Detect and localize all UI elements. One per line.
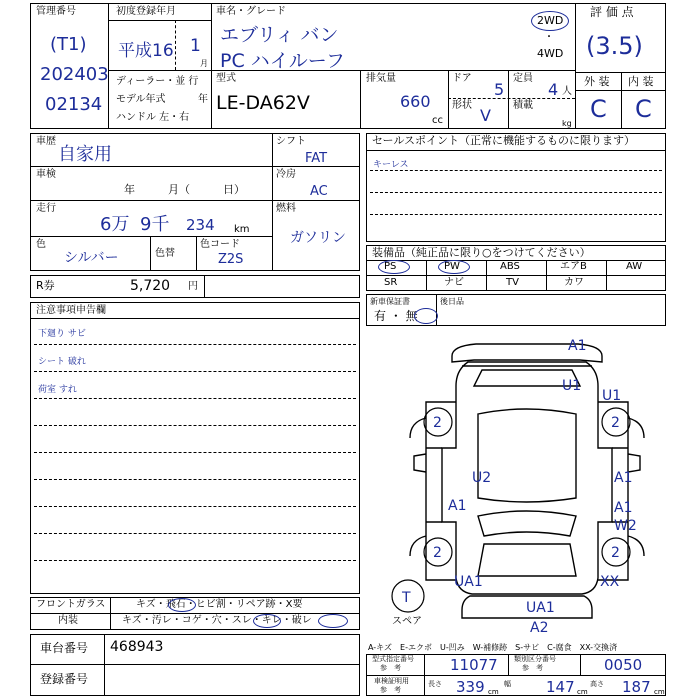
type-design-sub: 参 考 [380,664,401,672]
equip-pw: PW [444,261,460,272]
repaint-label: 色替 [155,248,175,259]
ext-label: 外 装 [584,75,610,88]
mark-a1-right-1: A1 [614,470,633,486]
damage-legend: A-キズ E-エクボ U-凹み W-補修跡 S-サビ C-腐食 XX-交換済 [368,643,618,652]
mileage-rest: 234 [186,216,215,234]
shift-value: FAT [305,151,328,166]
ac-label: 冷房 [276,169,296,180]
shift-label: シフト [276,136,306,147]
car-name-label: 車名・グレード [216,6,286,17]
class-label: 類別区分番号 [514,655,556,663]
cert-sub: 参 考 [380,686,401,694]
displacement-value: 660 [400,92,431,111]
color-value: シルバー [64,250,119,266]
drive-4wd: 4WD [537,47,564,60]
mgmt-code: (T1) [50,34,87,55]
dealer-label: ディーラー・並 行 [116,76,199,87]
fuel-value: ガソリン [290,230,346,246]
mark-ua1-front: UA1 [526,600,555,616]
recycle-unit: 円 [188,281,198,292]
car-grade: PC ハイルーフ [220,50,345,72]
mark-w2-right: W2 [614,518,637,534]
mgmt-number-1: 202403 [40,64,109,85]
year-unit: 年 [198,94,208,105]
note-line-1: 下廻り サビ [38,329,86,339]
front-glass-text: キズ・飛石・ヒビ割・リペア跡・X要 [136,599,303,610]
car-diagram [366,330,666,636]
first-reg-era: 平成16 [118,41,174,61]
height-value: 187 [622,678,651,696]
notes-label: 注意事項申告欄 [36,305,106,316]
month-unit: 月 [200,59,208,68]
mark-a1-rear: A1 [568,338,587,354]
warranty-no-circle [414,308,438,324]
int-grade: C [635,95,652,123]
mark-ua1-front-left: UA1 [454,574,483,590]
mark-a1-left: A1 [448,498,467,514]
equip-navi: ナビ [444,277,464,288]
length-cm: cm [488,688,499,696]
ext-grade: C [590,95,607,123]
fuel-label: 燃料 [276,203,296,214]
recycle-value: 5,720 [130,278,171,294]
mark-tire-fl: 2 [433,545,442,561]
sales-point-label: セールスポイント（正常に機能するものに限ります） [372,134,636,147]
history-value: 自家用 [58,144,112,165]
spare-mark: T [402,590,411,606]
equip-tv: TV [506,277,519,288]
width-label: 幅 [504,680,511,688]
equip-abs: ABS [500,261,520,272]
capacity-label: 定員 [513,73,533,84]
model-type-label: 型式 [216,73,236,84]
chassis-value: 468943 [110,639,164,655]
int-label: 内 装 [628,75,654,88]
inspection-text: 年 月（ 日） [124,183,245,196]
color-label: 色 [36,239,46,250]
chassis-label: 車台番号 [40,641,89,655]
equipment-label: 装備品（純正品に限り○をつけてください） [372,246,591,259]
inspection-label: 車検 [36,169,56,180]
chip-circle [168,598,196,612]
model-year-label: モデル年式 [116,94,166,105]
drive-dot: ・ [544,32,554,43]
equip-aw: AW [626,261,643,272]
type-design-label: 型式指定番号 [372,655,414,663]
shape-value: V [480,106,491,125]
drive-2wd: 2WD [537,14,564,27]
interior-text: キズ・汚レ・コゲ・穴・スレ・キレ・破レ [122,615,312,626]
equip-airbag: エアB [560,261,587,272]
mileage-sen: 9千 [140,214,170,235]
class-sub: 参 考 [522,664,543,672]
color-code-label: 色コード [200,239,240,250]
mark-tire-fr: 2 [611,545,620,561]
header-block [30,3,666,129]
warranty-value: 有 ・ 無 [374,309,418,323]
length-value: 339 [456,678,485,696]
notes-block [30,302,360,594]
equip-sr: SR [384,277,398,288]
mark-xx-front-right: XX [600,574,620,590]
door-label: ドア [452,73,472,84]
km-unit: km [234,224,250,235]
note-line-3: 荷室 すれ [38,385,77,395]
warranty-label: 新車保証書 [370,297,410,306]
mileage-man: 6万 [100,214,130,235]
spare-label: スペア [392,616,422,627]
displacement-label: 排気量 [366,73,396,84]
color-code-value: Z2S [218,252,244,267]
mark-a2-front: A2 [530,620,549,636]
capacity-value: 4 [548,80,559,99]
person-unit: 人 [562,86,572,97]
mark-tire-rl: 2 [433,415,442,431]
kg-unit: kg [562,119,572,128]
load-label: 積載 [513,100,533,111]
mgmt-number-label: 管理番号 [36,6,76,17]
height-cm: cm [654,688,665,696]
mgmt-number-2: 02134 [45,94,103,115]
equip-ps: PS [384,261,397,272]
mark-u1-right: U1 [602,388,622,404]
mark-tire-rr: 2 [611,415,620,431]
manual-label: 後日品 [440,297,464,306]
shape-label: 形状 [452,100,472,111]
length-label: 長さ [428,680,442,688]
note-line-2: シート 破れ [38,357,86,367]
first-reg-month: 1 [190,36,201,56]
type-design-value: 11077 [450,656,498,674]
mileage-label: 走行 [36,203,56,214]
interior-label: 内装 [58,615,78,626]
tear-circle [318,614,348,628]
car-name: エブリィ バン [220,24,339,46]
wear-circle [253,614,281,628]
eval-label: 評 価 点 [590,5,634,19]
history-label: 車歴 [36,136,56,147]
registration-label: 登録番号 [40,672,89,686]
mark-u2-left: U2 [472,470,492,486]
ac-value: AC [310,184,328,199]
front-glass-label: フロントガラス [36,599,106,610]
cc-unit: cc [432,115,443,126]
model-code: LE-DA62V [216,92,310,114]
handle-label: ハンドル 左・右 [116,112,190,123]
eval-score: (3.5) [586,32,643,60]
width-value: 147 [546,678,575,696]
height-label: 高さ [590,680,604,688]
mark-u1-rear-right: U1 [562,378,582,394]
door-value: 5 [494,80,505,99]
width-cm: cm [577,688,588,696]
mark-a1-right-2: A1 [614,500,633,516]
equip-leather: カワ [564,277,584,288]
sales-point-item: キーレス [373,160,409,170]
recycle-label: R券 [36,279,55,292]
cert-label: 車検証明用 [374,677,409,685]
class-value: 0050 [604,656,643,674]
first-reg-label: 初度登録年月 [116,6,176,17]
